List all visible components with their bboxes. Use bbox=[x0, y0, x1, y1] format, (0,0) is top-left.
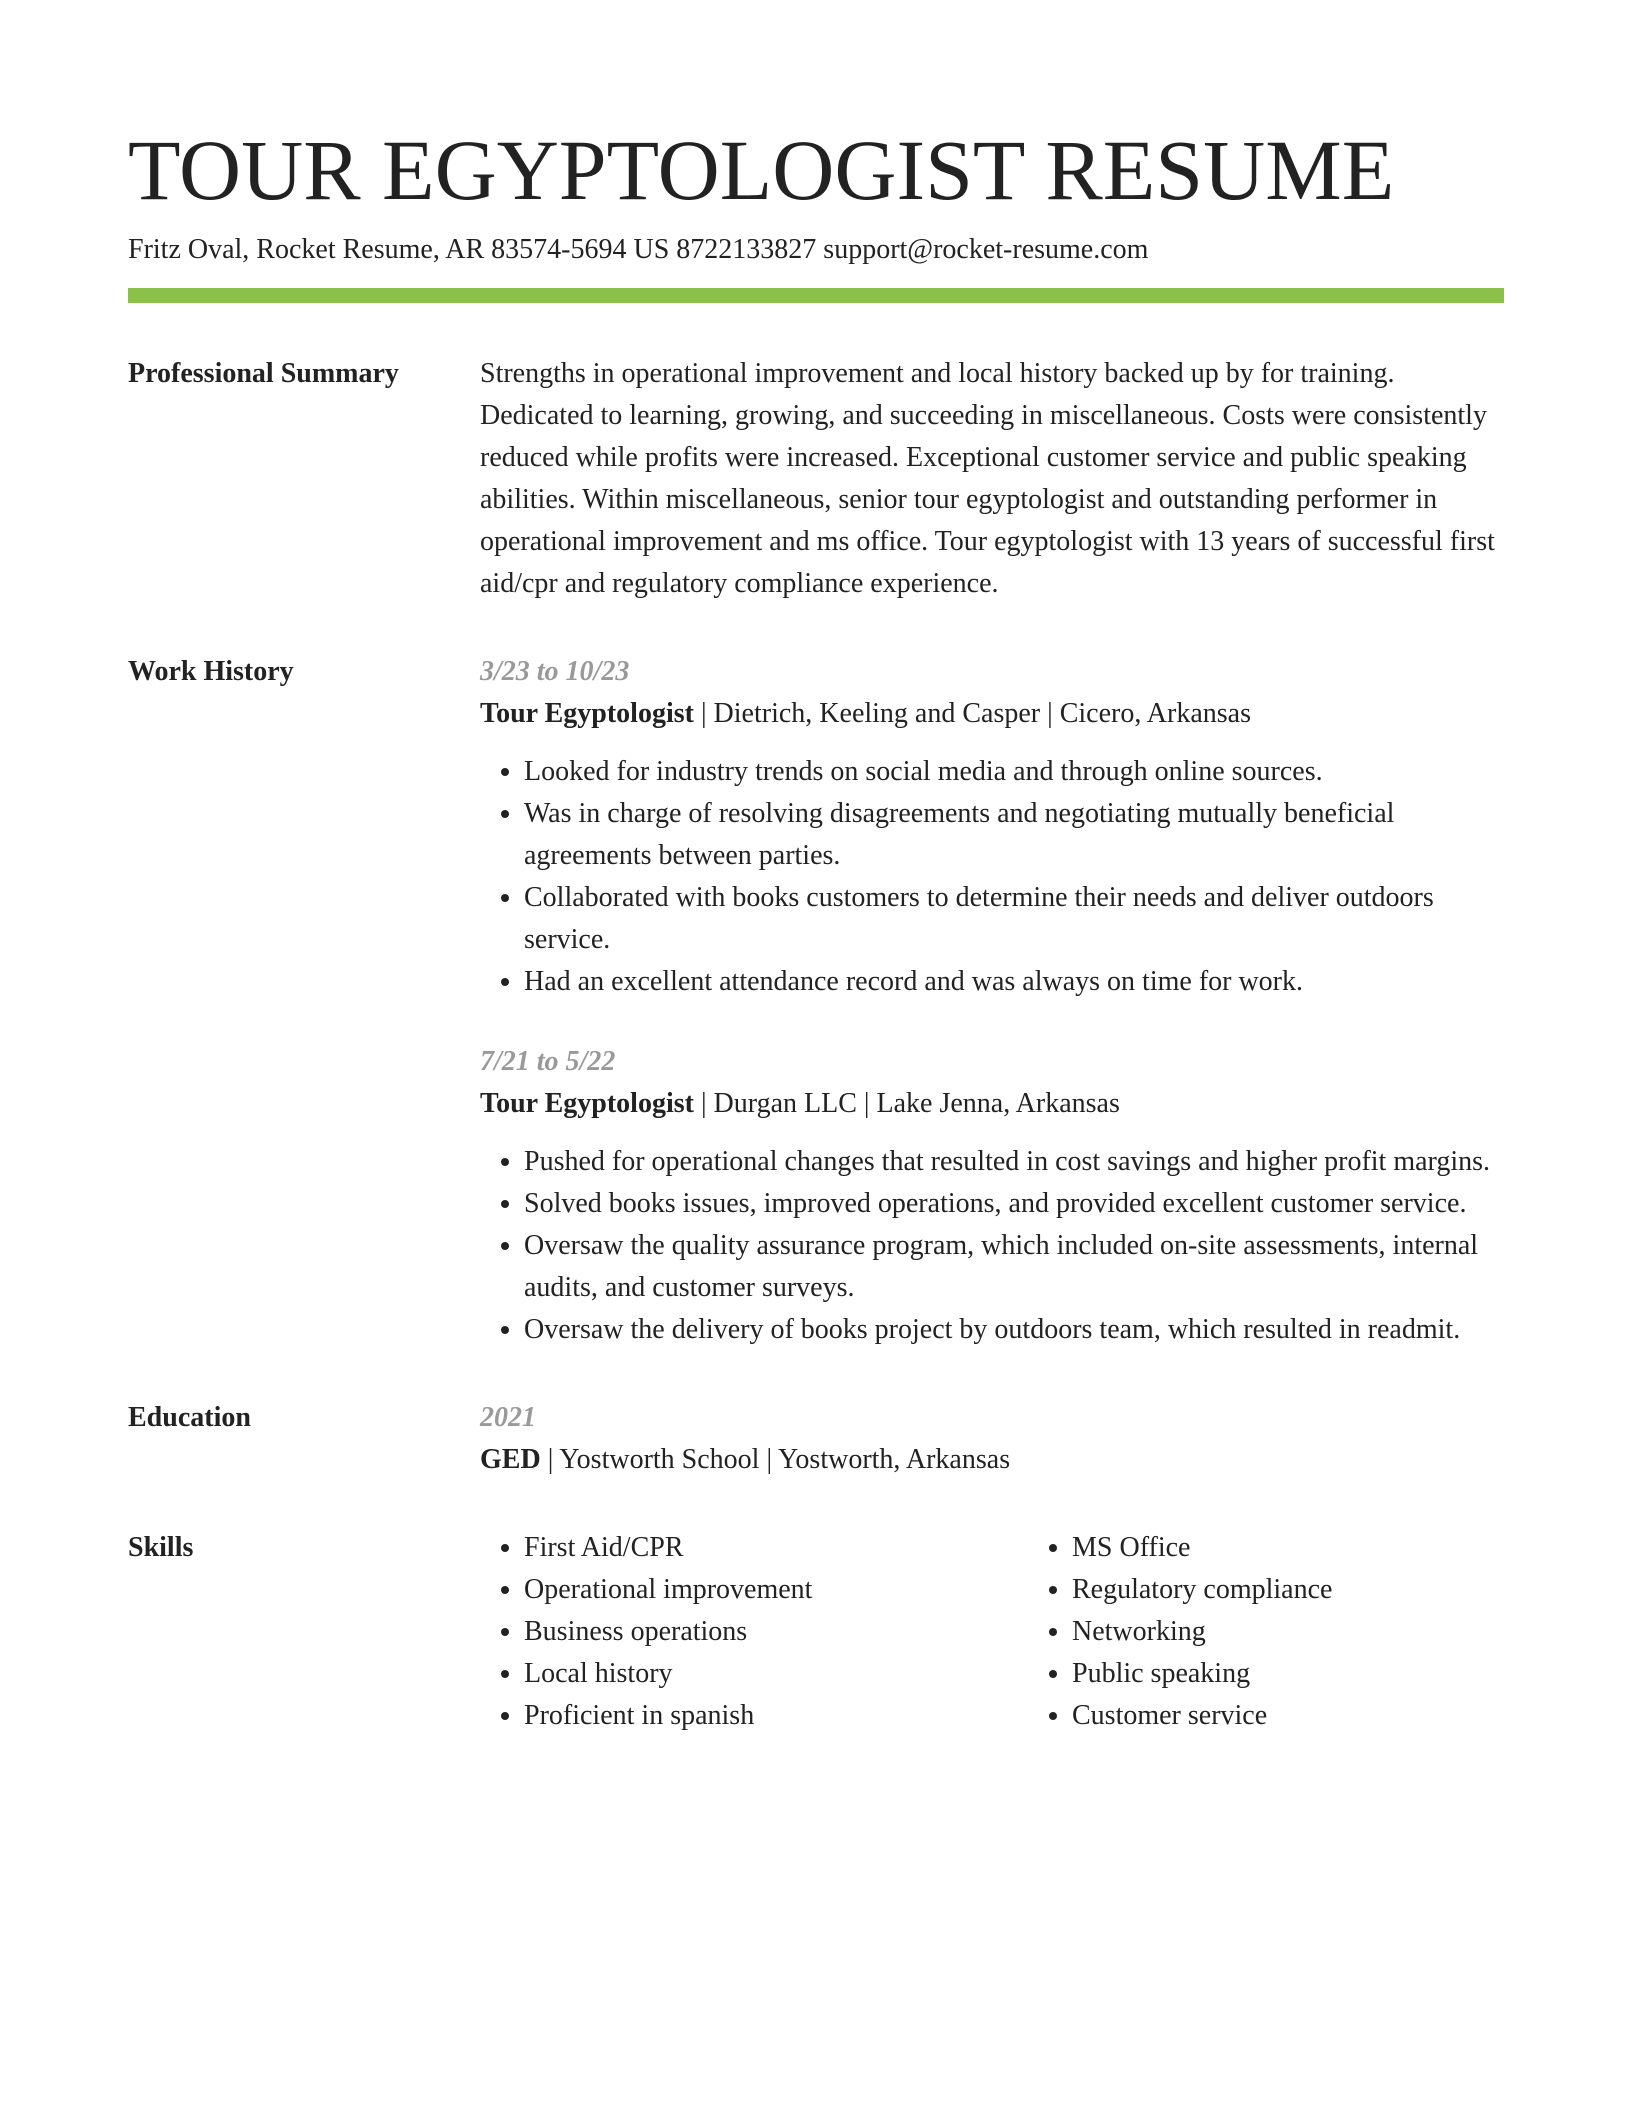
skills-label: Skills bbox=[128, 1532, 194, 1563]
job-date: 7/21 to 5/22 bbox=[480, 1046, 616, 1077]
job-entry bbox=[480, 1041, 1504, 1351]
job-bullets bbox=[480, 1141, 1504, 1351]
contact-line: Fritz Oval, Rocket Resume, AR 83574-5694 US 8722133827 support@rocket-resume.com bbox=[128, 234, 1149, 265]
job-date: 3/23 to 10/23 bbox=[480, 656, 630, 687]
job-bullet: • Looked for industry trends on social media and through online sources. bbox=[524, 751, 1504, 793]
skill-item: • Public speaking bbox=[1072, 1653, 1576, 1695]
job-bullet: • Collaborated with books customers to determine their needs and deliver outdoors service. bbox=[524, 877, 1504, 961]
skills-section bbox=[128, 1527, 1504, 1737]
skills-list-left bbox=[480, 1527, 1028, 1737]
education-section bbox=[128, 1397, 1504, 1481]
job-bullet: • Had an excellent attendance record and was always on time for work. bbox=[524, 961, 1504, 1003]
resume-title: TOUR EGYPTOLOGIST RESUME bbox=[128, 122, 1395, 218]
summary-label: Professional Summary bbox=[128, 358, 399, 389]
skills-list-right bbox=[1028, 1527, 1576, 1737]
education-heading bbox=[480, 1439, 1504, 1481]
skill-item: • First Aid/CPR bbox=[524, 1527, 1028, 1569]
job-bullets bbox=[480, 751, 1504, 1003]
resume-page bbox=[128, 118, 1504, 1737]
job-bullet: • Was in charge of resolving disagreements and negotiating mutually beneficial agreements between parties. bbox=[524, 793, 1504, 877]
skill-item: • MS Office bbox=[1072, 1527, 1576, 1569]
job-title: Tour Egyptologist bbox=[480, 698, 694, 729]
skills-columns bbox=[480, 1527, 1576, 1737]
job-heading bbox=[480, 693, 1504, 735]
job-bullet: • Solved books issues, improved operations, and provided excellent customer service. bbox=[524, 1183, 1504, 1225]
work-history-section bbox=[128, 651, 1504, 1351]
job-bullet: • Pushed for operational changes that resulted in cost savings and higher profit margins. bbox=[524, 1141, 1504, 1183]
education-degree: GED bbox=[480, 1444, 541, 1475]
skill-item: • Customer service bbox=[1072, 1695, 1576, 1737]
summary-section bbox=[128, 353, 1504, 605]
education-label: Education bbox=[128, 1402, 251, 1433]
skill-item: • Operational improvement bbox=[524, 1569, 1028, 1611]
education-details: | Yostworth School | Yostworth, Arkansas bbox=[540, 1444, 1011, 1475]
job-entry bbox=[480, 651, 1504, 1003]
header-divider bbox=[128, 288, 1504, 303]
job-details: | Dietrich, Keeling and Casper | Cicero, Arkansas bbox=[693, 698, 1251, 729]
skill-item: • Regulatory compliance bbox=[1072, 1569, 1576, 1611]
job-bullet: • Oversaw the quality assurance program, which included on-site assessments, internal audits, and customer surveys. bbox=[524, 1225, 1504, 1309]
skill-item: • Local history bbox=[524, 1653, 1028, 1695]
skill-item: • Networking bbox=[1072, 1611, 1576, 1653]
skill-item: • Business operations bbox=[524, 1611, 1028, 1653]
work-history-label: Work History bbox=[128, 656, 294, 687]
job-title: Tour Egyptologist bbox=[480, 1088, 694, 1119]
summary-text: Strengths in operational improvement and local history backed up by for training. Dedicated to learning, growing, and succeeding in miscellaneous. Costs were consistently reduced while profits were increased. Exceptional customer service and public speaking abilities. Within miscellaneous, senior tour egyptologist and outstanding performer in operational improvement and ms office. Tour egyptologist with 13 years of successful first aid/cpr and regulatory compliance experience. bbox=[480, 358, 1495, 599]
job-heading bbox=[480, 1083, 1504, 1125]
education-date: 2021 bbox=[480, 1402, 536, 1433]
skill-item: • Proficient in spanish bbox=[524, 1695, 1028, 1737]
job-details: | Durgan LLC | Lake Jenna, Arkansas bbox=[693, 1088, 1120, 1119]
job-bullet: • Oversaw the delivery of books project by outdoors team, which resulted in readmit. bbox=[524, 1309, 1504, 1351]
